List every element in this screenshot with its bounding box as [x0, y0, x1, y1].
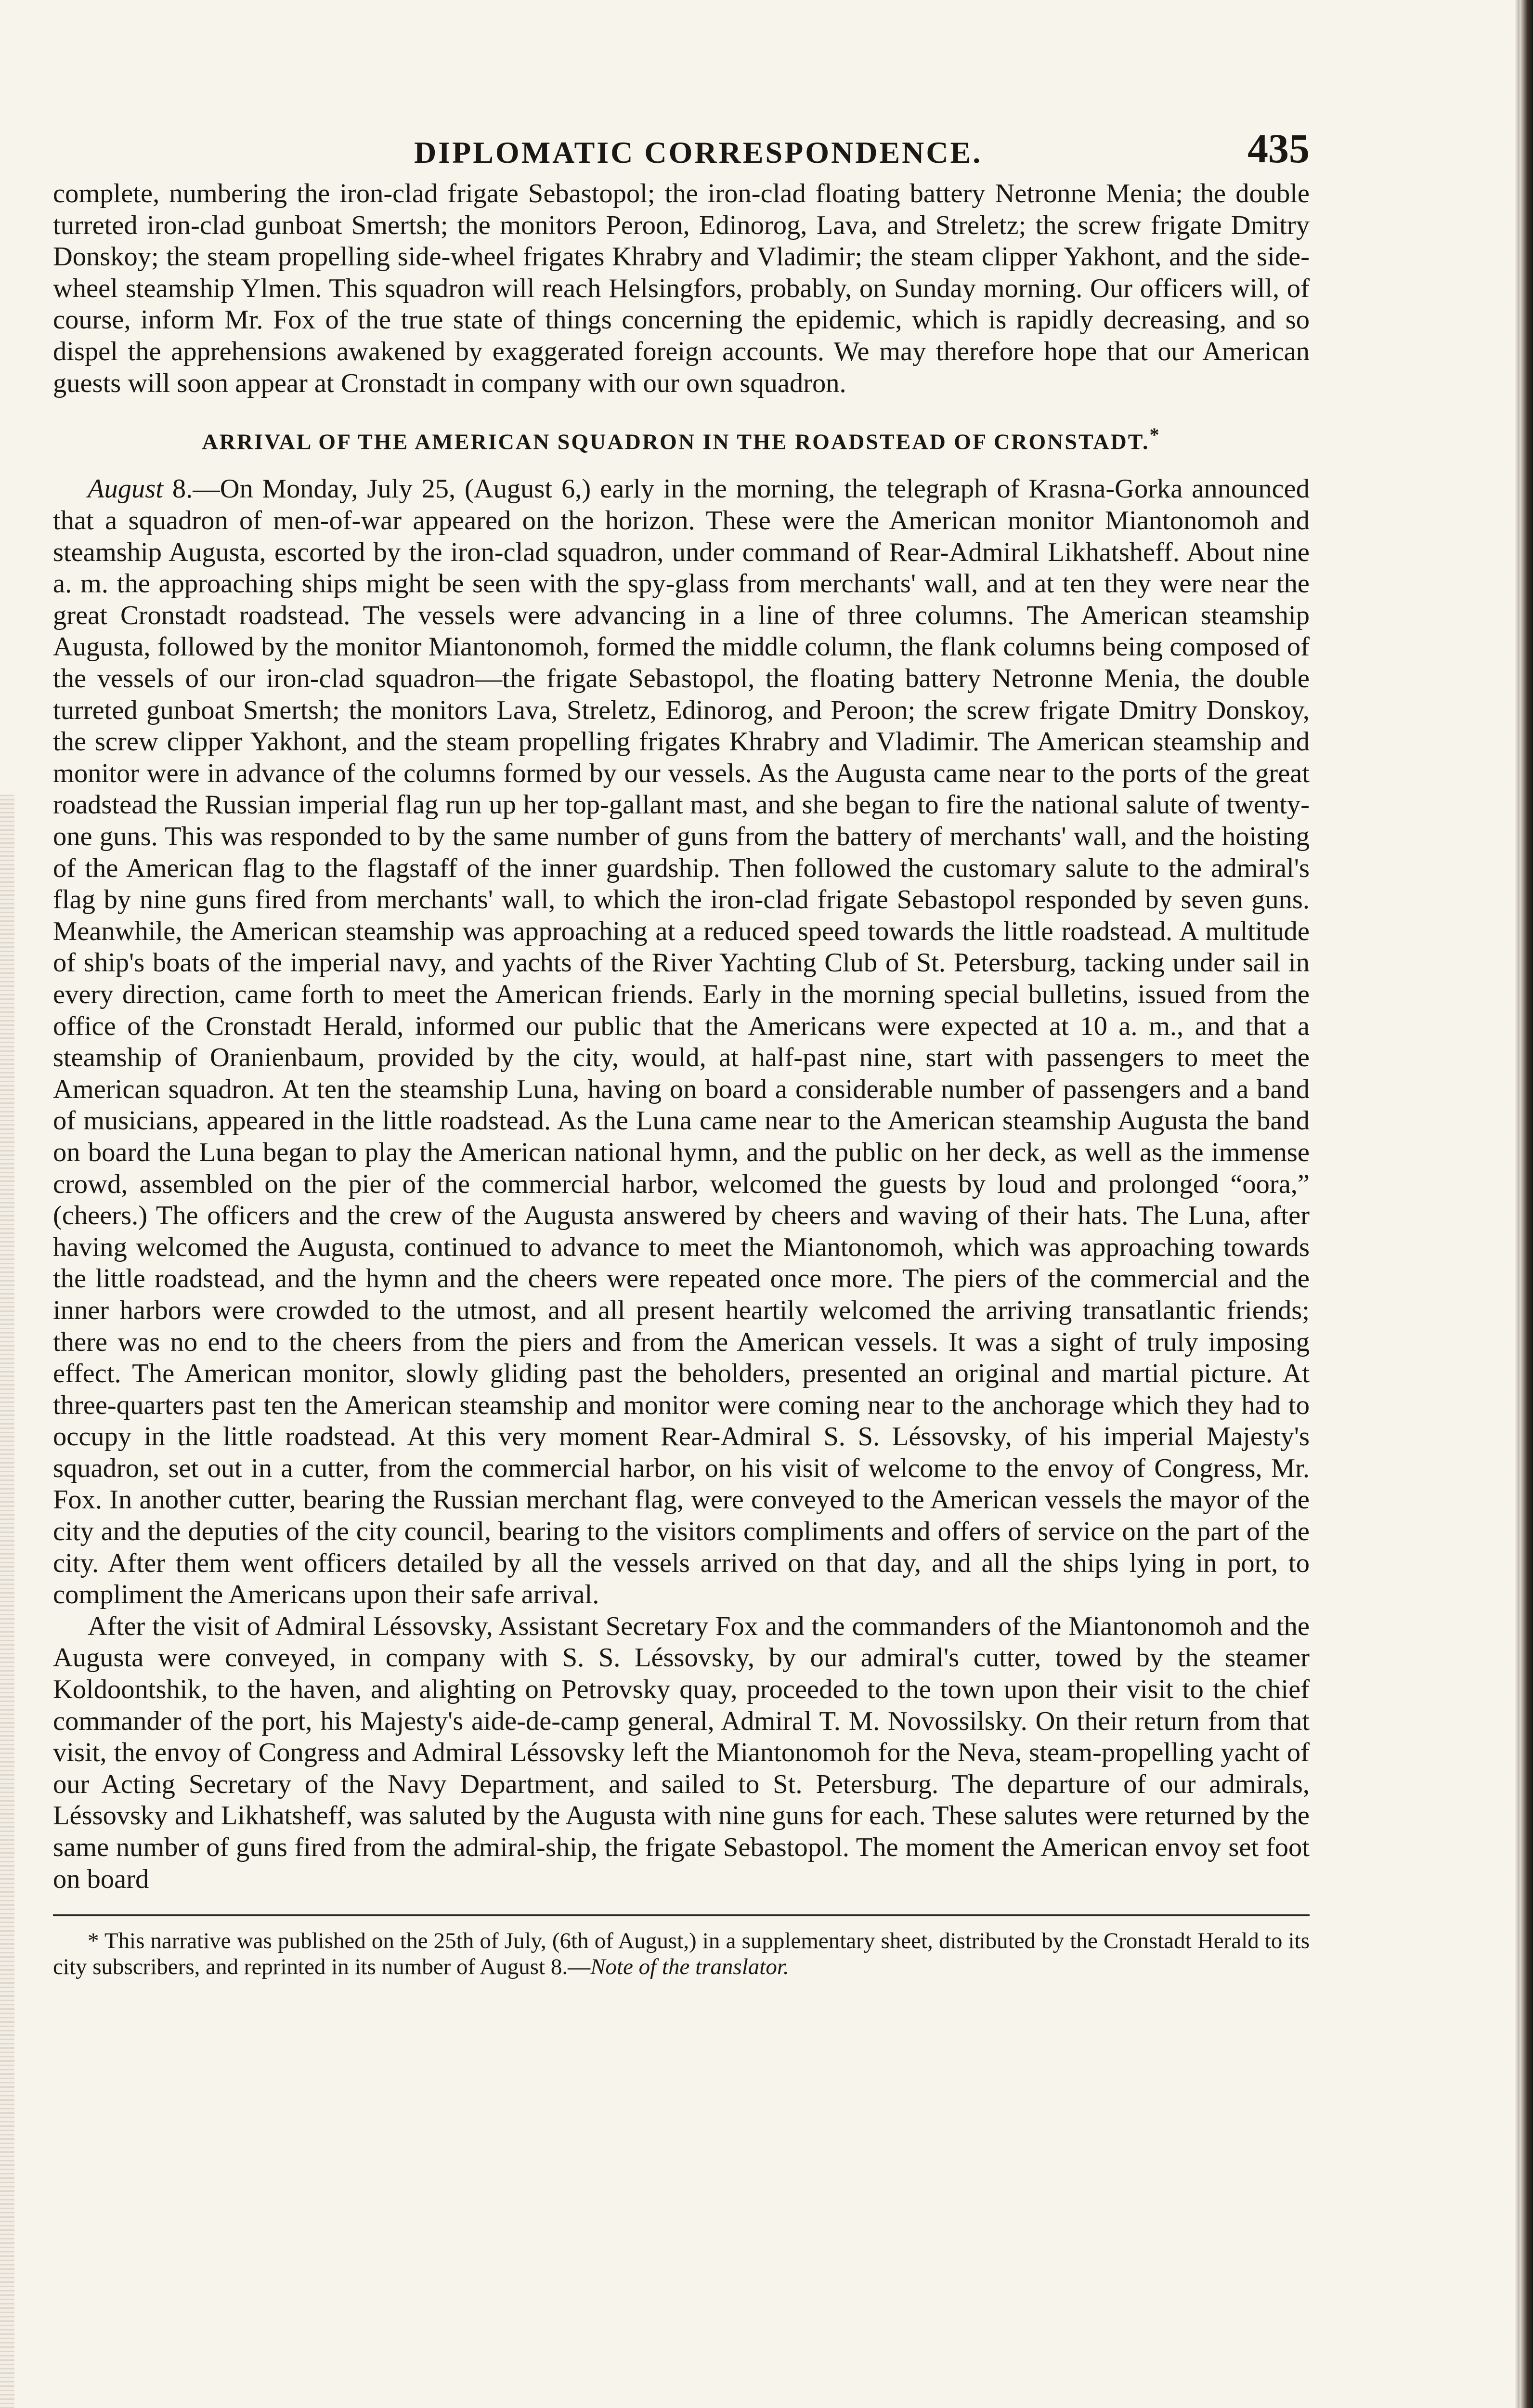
section-paragraph-2: After the visit of Admiral Léssovsky, Assistant Secretary Fox and the commanders of the Miantonomoh and the Augusta were conveyed, in company with S. S. Léssovsky, by our admiral's cutter, towed by the steamer Koldoontshik, to the haven, and alighting on Petrovsky quay, proceeded to the town upon their visit to the chief commander of the port, his Majesty's aide-de-camp general, Admiral T. M. Novossilsky. On their return from that visit, the envoy of Congress and Admiral Léssovsky left the Miantonomoh for the Neva, steam-propelling yacht of our Acting Secretary of the Navy Department, and sailed to St. Petersburg. The departure of our admirals, Léssovsky and Likhatsheff, was saluted by the Augusta with nine guns for each. These salutes were returned by the same number of guns fired from the admiral-ship, the frigate Sebastopol. The moment the American envoy set foot on board [53, 1611, 1310, 1894]
section-heading [53, 423, 1310, 454]
date-lead: August [88, 474, 163, 504]
footnote-note: Note of the translator. [590, 1954, 789, 1980]
section-paragraph-1-text: 8.—On Monday, July 25, (August 6,) early in the morning, the telegraph of Krasna-Gorka announced that a squadron of men-of-war appeared on the horizon. These were the American monitor Miantonomoh and steamship Augusta, escorted by the iron-clad squadron, under command of Rear-Admiral Likhatsheff. About nine a. m. the approaching ships might be seen with the spy-glass from merchants' wall, and at ten they were near the great Cronstadt roadstead. The vessels were advancing in a line of three columns. The American steamship Augusta, followed by the monitor Miantonomoh, formed the middle column, the flank columns being composed of the vessels of our iron-clad squadron—the frigate Sebastopol, the floating battery Netronne Menia, the double turreted gunboat Smertsh; the monitors Lava, Streletz, Edinorog, and Peroon; the screw frigate Dmitry Donskoy, the screw clipper Yakhont, and the steam propelling frigates Khrabry and Vladimir. The American steamship and monitor were in advance of the columns formed by our vessels. As the Augusta came near to the ports of the great roadstead the Russian imperial flag run up her top-gallant mast, and she began to fire the national salute of twenty-one guns. This was responded to by the same number of guns from the battery of merchants' wall, and the hoisting of the American flag to the flagstaff of the inner guardship. Then followed the customary salute to the admiral's flag by nine guns fired from merchants' wall, to which the iron-clad frigate Sebastopol responded by seven guns. Meanwhile, the American steamship was approaching at a reduced speed towards the little roadstead. A multitude of ship's boats of the imperial navy, and yachts of the River Yachting Club of St. Petersburg, tacking under sail in every direction, came forth to meet the American friends. Early in the morning special bulletins, issued from the office of the Cronstadt Herald, informed our public that the Americans were expected at 10 a. m., and that a steamship of Oranienbaum, provided by the city, would, at half-past nine, start with passengers to meet the American squadron. At ten the steamship Luna, having on board a considerable number of passengers and a band of musicians, appeared in the little roadstead. As the Luna came near to the American steamship Augusta the band on board the Luna began to play the American national hymn, and the public on her deck, as well as the immense crowd, assembled on the pier of the commercial harbor, welcomed the guests by loud and prolonged “oora,” (cheers.) The officers and the crew of the Augusta answered by cheers and waving of their hats. The Luna, after having welcomed the Augusta, continued to advance to meet the Miantonomoh, which was approaching towards the little roadstead, and the hymn and the cheers were repeated once more. The piers of the commercial and the inner harbors were crowded to the utmost, and all present heartily welcomed the arriving transatlantic friends; there was no end to the cheers from the piers and from the American vessels. It was a sight of truly imposing effect. The American monitor, slowly gliding past the beholders, presented an original and martial picture. At three-quarters past ten the American steamship and monitor were coming near to the anchorage which they had to occupy in the little roadstead. At this very moment Rear-Admiral S. S. Léssovsky, of his imperial Majesty's squadron, set out in a cutter, from the commercial harbor, on his visit of welcome to the envoy of Congress, Mr. Fox. In another cutter, bearing the Russian merchant flag, were conveyed to the American vessels the mayor of the city and the deputies of the city council, bearing to the visitors compliments and offers of service on the part of the city. After them went officers detailed by all the vessels arrived on that day, and all the ships lying in port, to compliment the Americans upon their safe arrival. [53, 474, 1310, 1610]
opening-paragraph: complete, numbering the iron-clad frigate Sebastopol; the iron-clad floating battery Netronne Menia; the double turreted iron-clad gunboat Smertsh; the monitors Peroon, Edinorog, Lava, and Streletz; the screw frigate Dmitry Donskoy; the steam propelling side-wheel frigates Khrabry and Vladimir; the steam clipper Yakhont, and the side-wheel steamship Ylmen. This squadron will reach Helsingfors, probably, on Sunday morning. Our officers will, of course, inform Mr. Fox of the true state of things concerning the epidemic, which is rapidly decreasing, and so dispel the apprehensions awakened by exaggerated foreign accounts. We may therefore hope that our American guests will soon appear at Cronstadt in company with our own squadron. [53, 179, 1310, 398]
section-heading-text: ARRIVAL OF THE AMERICAN SQUADRON IN THE ROADSTEAD OF CRONSTADT. [202, 429, 1150, 454]
page-edge-gradient [1515, 0, 1520, 2408]
section-paragraph-1 [53, 473, 1310, 1610]
binding-edge [0, 795, 14, 2408]
footnote-divider [53, 1914, 1310, 1916]
running-head [53, 120, 1310, 178]
footnote-mark: * [1149, 424, 1161, 446]
page-content [53, 120, 1310, 1980]
footnote-text: * This narrative was published on the 25th of July, (6th of August,) in a supplementary sheet, distributed by the Cronstadt Herald to its city subscribers, and reprinted in its number of August 8.— [53, 1928, 1310, 1980]
running-head-title: DIPLOMATIC CORRESPONDENCE. [414, 135, 983, 170]
footnote [53, 1928, 1310, 1980]
page-edge-shadow [1520, 0, 1533, 2408]
page-number: 435 [1247, 125, 1310, 171]
